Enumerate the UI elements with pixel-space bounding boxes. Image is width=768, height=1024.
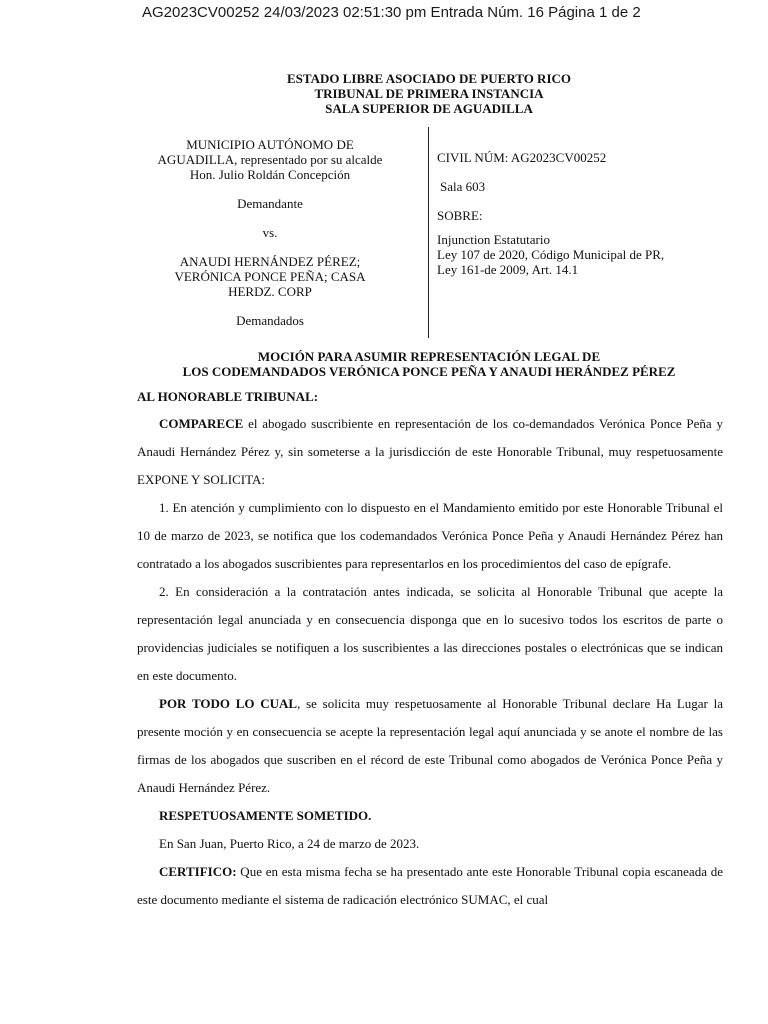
plaintiff-line: Hon. Julio Roldán Concepción — [189, 167, 351, 182]
filing-stamp: AG2023CV00252 24/03/2023 02:51:30 pm Entrada Núm. 16 Página 1 de 2 — [142, 4, 641, 21]
court-header — [0, 71, 768, 116]
subject-line: Injunction Estatutario — [437, 232, 551, 247]
plaintiff-role: Demandante — [237, 196, 303, 211]
certifico-text: Que en esta misma fecha se ha presentado ante este Honorable Tribunal copia escaneada de este documento mediante el sistema de radicación electrónico SUMAC, el cual — [137, 864, 723, 907]
plaintiff-line: AGUADILLA, representado por su alcalde — [157, 152, 383, 167]
certifico-paragraph — [137, 858, 723, 914]
motion-title — [0, 349, 768, 379]
motion-body — [137, 388, 723, 914]
motion-title-line: LOS CODEMANDADOS VERÓNICA PONCE PEÑA Y ANAUDI HERÁNDEZ PÉREZ — [182, 364, 676, 379]
court-header-line: SALA SUPERIOR DE AGUADILLA — [325, 101, 533, 116]
court-header-line: TRIBUNAL DE PRIMERA INSTANCIA — [314, 86, 544, 101]
numbered-item-2: 2. En consideración a la contratación antes indicada, se solicita al Honorable Tribunal que acepte la representación legal anunciada y en consecuencia disponga que en lo sucesivo todos los escritos de parte o providencias judiciales se notifiquen a los suscribientes a las direcciones postales o electrónicas que se indican en este documento. — [137, 584, 723, 683]
sala-label: Sala 603 — [440, 179, 486, 194]
case-number: CIVIL NÚM: AG2023CV00252 — [437, 150, 607, 165]
por-todo-paragraph — [137, 690, 723, 802]
defendants-line: VERÓNICA PONCE PEÑA; CASA — [174, 269, 366, 284]
subject-line: Ley 161-de 2009, Art. 14.1 — [437, 262, 579, 277]
certifico-lead: CERTIFICO: — [159, 864, 237, 879]
case-caption-parties — [143, 137, 397, 328]
defendants-line: HERDZ. CORP — [228, 284, 312, 299]
court-header-line: ESTADO LIBRE ASOCIADO DE PUERTO RICO — [286, 71, 572, 86]
numbered-item-1: 1. En atención y cumplimiento con lo dispuesto en el Mandamiento emitido por este Honorable Tribunal el 10 de marzo de 2023, se notifica que los codemandados Verónica Ponce Peña y Anaudi Hernández Pérez han contratado a los abogados suscribientes para representarlos en los procedimientos del caso de epígrafe. — [137, 500, 723, 571]
motion-title-line: MOCIÓN PARA ASUMIR REPRESENTACIÓN LEGAL DE — [257, 349, 601, 364]
comparece-text: el abogado suscribiente en representación de los co-demandados Verónica Ponce Peña y Anaudi Hernández Pérez y, sin someterse a la jurisdicción de este Honorable Tribunal, muy respetuosamente EXPONE Y SOLICITA: — [137, 416, 723, 487]
versus-label: vs. — [262, 225, 278, 240]
comparece-paragraph — [137, 410, 723, 494]
caption-divider — [428, 127, 429, 338]
case-caption-details — [437, 150, 737, 277]
por-todo-text: , se solicita muy respetuosamente al Honorable Tribunal declare Ha Lugar la presente moción y en consecuencia se acepte la representación legal aquí anunciada y se anote el nombre de las firmas de los abogados que suscriben en el récord de este Tribunal como abogados de Verónica Ponce Peña y Anaudi Hernández Pérez. — [137, 696, 724, 795]
plaintiff-line: MUNICIPIO AUTÓNOMO DE — [186, 137, 354, 152]
place-date: En San Juan, Puerto Rico, a 24 de marzo de 2023. — [159, 836, 420, 851]
salutation: AL HONORABLE TRIBUNAL: — [137, 389, 319, 404]
comparece-lead: COMPARECE — [159, 416, 244, 431]
defendants-role: Demandados — [236, 313, 304, 328]
por-todo-lead: POR TODO LO CUAL — [159, 696, 298, 711]
subject-line: Ley 107 de 2020, Código Municipal de PR, — [437, 247, 665, 262]
respetuosamente-sometido: RESPETUOSAMENTE SOMETIDO. — [159, 808, 372, 823]
defendants-line: ANAUDI HERNÁNDEZ PÉREZ; — [179, 254, 361, 269]
sobre-label: SOBRE: — [437, 208, 483, 223]
